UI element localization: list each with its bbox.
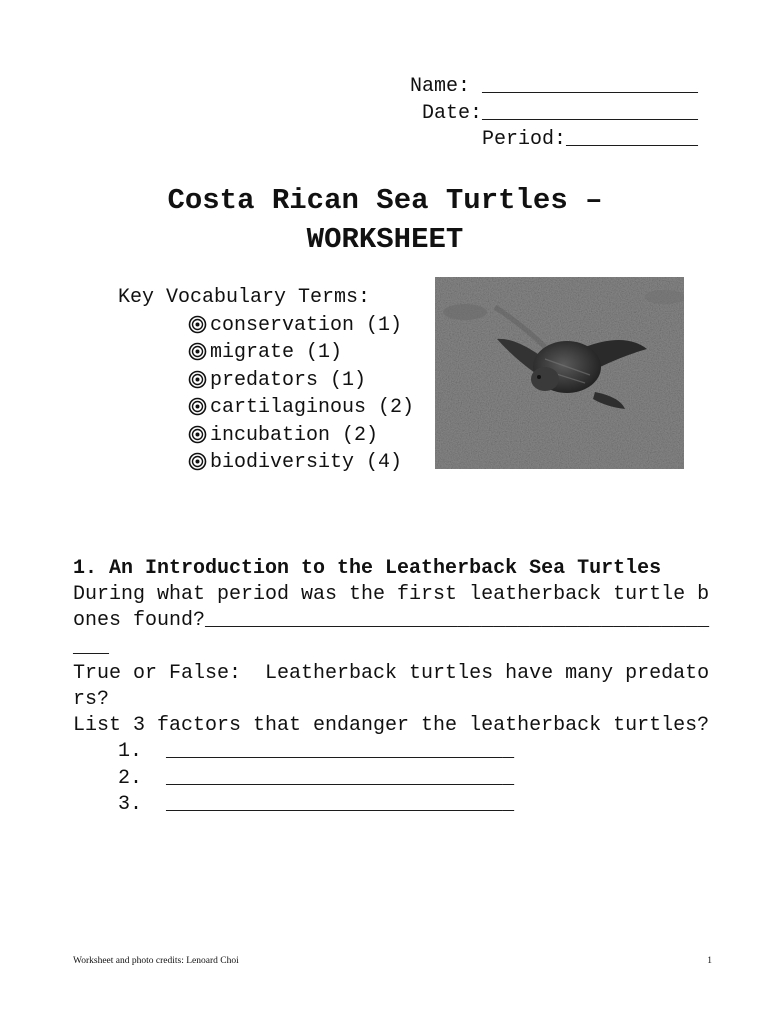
vocabulary-item [188,422,418,450]
double-circle-bullet-icon [188,425,207,444]
period-field[interactable]: Period:___________ [481,128,698,151]
double-circle-bullet-icon [188,452,207,471]
student-info-fields [410,74,698,154]
vocabulary-list [118,312,418,477]
vocabulary-block [118,284,418,477]
vocabulary-term: conservation (1) [210,313,403,337]
name-field[interactable]: Name: __________________ [409,75,698,98]
section-title: 1. An Introduction to the Leatherback Sea Turtles [73,557,662,580]
vocabulary-item [188,312,418,340]
page-number: 1 [707,956,712,966]
answer-line[interactable]: 2. _____________________________ [118,766,515,790]
question-endanger-factors: List 3 factors that endanger the leatherback turtles? [73,714,710,738]
worksheet-title [0,181,770,259]
date-field[interactable]: Date:__________________ [421,101,698,125]
double-circle-bullet-icon [188,370,207,389]
vocabulary-item [188,339,418,367]
answer-lines [73,739,713,818]
answer-line[interactable]: 3. _____________________________ [118,792,515,816]
vocabulary-term: incubation (2) [210,423,379,447]
vocabulary-term: cartilaginous (2) [210,396,415,419]
vocabulary-item [188,449,418,477]
leatherback-hatchling-photo [435,277,684,469]
vocabulary-heading: Key Vocabulary Terms: [118,286,371,309]
double-circle-bullet-icon [188,397,207,416]
double-circle-bullet-icon [188,342,207,361]
question-true-false-predators: True or False: Leatherback turtles have many predators? [73,661,710,712]
section-introduction [73,556,713,818]
question-first-bones[interactable]: During what period was the first leatherback turtle bones found?_____________________________________________ [73,583,710,659]
vocabulary-term: migrate (1) [210,341,343,364]
title-line-2: WORKSHEET [306,223,464,256]
answer-line[interactable]: 1. _____________________________ [118,740,515,764]
title-line-1: Costa Rican Sea Turtles – [167,184,603,217]
vocabulary-item [188,367,418,395]
vocabulary-term: biodiversity (4) [210,451,403,474]
footer-credits: Worksheet and photo credits: Lenoard Choi [73,956,239,966]
double-circle-bullet-icon [188,315,207,334]
page-footer [73,956,712,966]
vocabulary-item [188,394,418,422]
vocabulary-term: predators (1) [210,368,367,392]
